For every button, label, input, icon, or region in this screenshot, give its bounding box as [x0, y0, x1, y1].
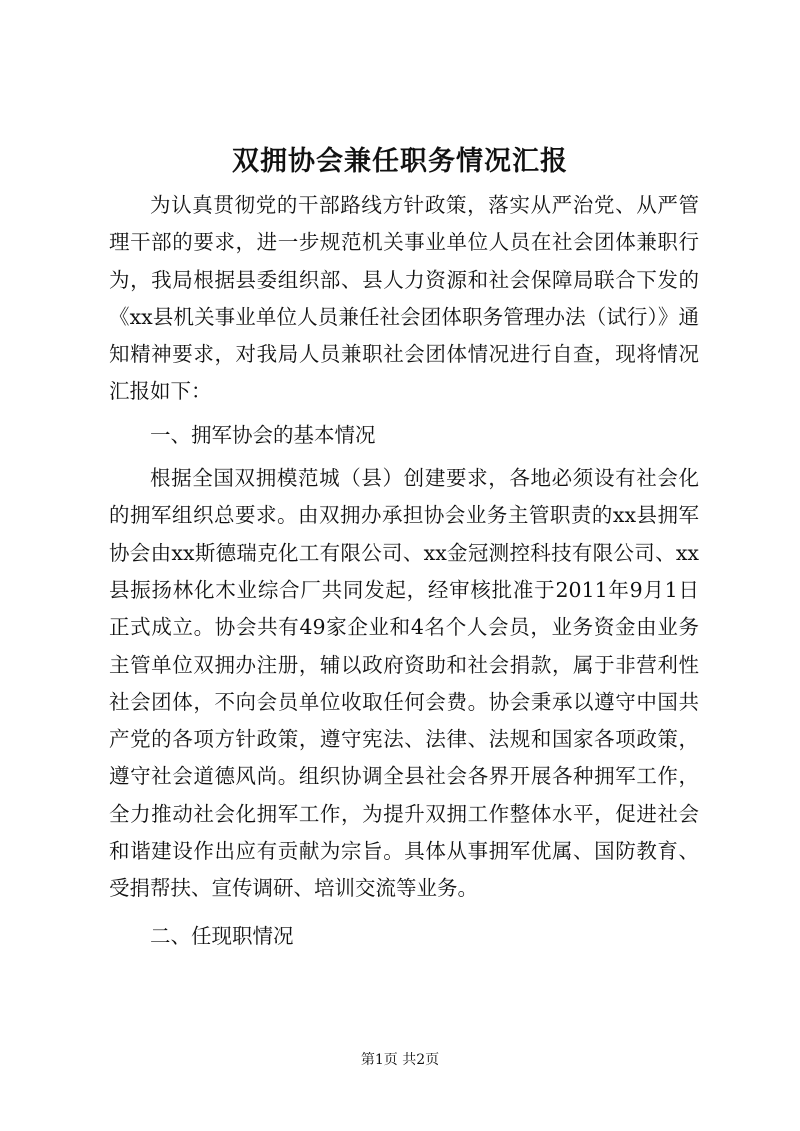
- page-number-label: 第1页 共2页: [360, 1052, 440, 1068]
- section-heading-1: 一、拥军协会的基本情况: [150, 422, 376, 447]
- page-footer: [0, 1050, 800, 1070]
- section-1-paragraph: 根据全国双拥模范城（县）创建要求，各地必须设有社会化的拥军组织总要求。由双拥办承担协会业务主管职责的xx县拥军协会由xx斯德瑞克化工有限公司、xx金冠测控科技有限公司、xx县振扬林化木业综合厂共同发起，经审核批准于2011年9月1日正式成立。协会共有49家企业和4名个人会员，业务资金由业务主管单位双拥办注册，辅以政府资助和社会捐款，属于非营利性社会团体，不向会员单位收取任何会费。协会秉承以遵守中国共产党的各项方针政策，遵守宪法、法律、法规和国家各项政策，遵守社会道德风尚。组织协调全县社会各界开展各种拥军工作，全力推动社会化拥军工作，为提升双拥工作整体水平，促进社会和谐建设作出应有贡献为宗旨。具体从事拥军优属、国防教育、受捐帮扶、宣传调研、培训交流等业务。: [109, 466, 699, 901]
- section-heading-2: 二、任现职情况: [150, 923, 294, 948]
- document-title: 双拥协会兼任职务情况汇报: [232, 146, 568, 177]
- document-body: [109, 187, 699, 955]
- intro-paragraph: 为认真贯彻党的干部路线方针政策，落实从严治党、从严管理干部的要求，进一步规范机关事业单位人员在社会团体兼职行为，我局根据县委组织部、县人力资源和社会保障局联合下发的《xx县机关事业单位人员兼任社会团体职务管理办法（试行）》通知精神要求，对我局人员兼职社会团体情况进行自查，现将情况汇报如下：: [109, 193, 699, 404]
